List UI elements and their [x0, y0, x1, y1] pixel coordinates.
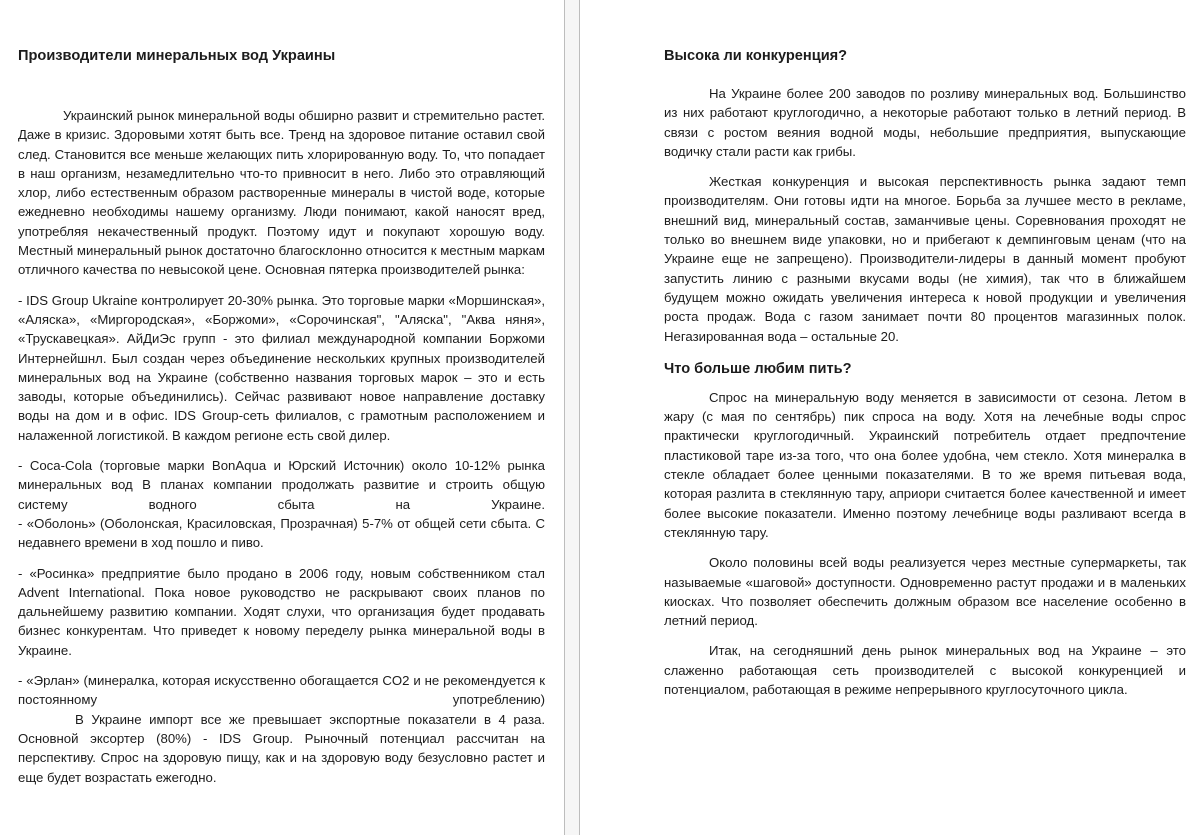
paragraph-competition-detail: Жесткая конкуренция и высокая перспективность рынка задают темп производителям. Они готовы идти на многое. Борьба за лучшее место в рекламе, внешний вид, минеральный состав, заманчивые цены. Соревнования проходят не только во внешнем виде упаковки, но и прибегают к демпинговым ценам (что на Украине еще не запрещено). Производители-лидеры в данный момент пробуют запустить линию с разными вкусами воды (не химия), так что в ближайшем будущем можно ожидать увеличения интереса к новой продукции и увеличения роста продаж. Вода с газом занимает почти 80 процентов магазинных полок. Негазированная вода – остальные 20.	[664, 174, 1186, 344]
paragraph-retail-channels: Около половины всей воды реализуется через местные супермаркеты, так называемые «шаговой» доступности. Одновременно растут продажи и в маленьких киосках. Что позволяет обеспечить должным образом все население особенно в летний период.	[664, 555, 1186, 629]
section-heading-competition: Высока ли конкуренция?	[664, 48, 848, 64]
document-title: Производители минеральных вод Украины	[18, 48, 336, 64]
producer-item-coca-cola: - Coca-Cola (торговые марки BonAqua и Юрский Источник) около 10-12% рынка минеральных вод В планах компании продолжать развитие и строить общую систему водного сбыта на Украине.	[18, 458, 545, 512]
paragraph-seasonal-demand: Спрос на минеральную воду меняется в зависимости от сезона. Летом в жару (с мая по сентябрь) пик спроса на воду. Хотя на лечебные воды спрос практически круглогодичный. Украинский потребитель отдает предпочтение пластиковой таре из-за того, что она более удобна, чем стекло. Хотя минералка в стекле обладает более ценными показателями. В то же время питьевая вода, которая разлита в стеклянную тару, априори считается более качественной и имеет более высокие показатели. Именно поэтому лечебнице воды разливают всегда в стеклянную тару.	[664, 389, 1186, 540]
page-gap	[565, 0, 579, 835]
page-left	[0, 0, 565, 835]
section-heading-preferences: Что больше любим пить?	[664, 360, 852, 377]
producer-item-erlan: - «Эрлан» (минералка, которая искусственно обогащается CO2 и не рекомендуется к постоянному употреблению)	[18, 673, 545, 708]
producer-item-obolon: - «Оболонь» (Оболонская, Красиловская, Прозрачная) 5-7% от общей сети сбыта. С недавнего времени в ход пошло и пиво.	[18, 515, 545, 551]
producer-item-ids-group: - IDS Group Ukraine контролирует 20-30% рынка. Это торговые марки «Моршинская», «Аляска», «Миргородская», «Боржоми», «Сорочинская", "Аляска", "Аква няня», «Трускавецкая». АйДиЭс групп - это филиал международной компании Боржоми Интернейшнл. Был создан через объединение нескольких крупных производителей минеральных вод на Украине (собственно названия торговых марок – это и есть заводы, которые объединились). Сейчас развивают новое направление доставку воды на дом и в офис. IDS Group-сеть филиалов, с грамотным расположением и налаженной логистикой. В каждом регионе есть свой дилер.	[18, 292, 545, 443]
import-export-paragraph: В Украине импорт все же превышает экспортные показатели в 4 раза. Основной эксортер (80%) - IDS Group. Рыночный потенциал рассчитан на перспективу. Спрос на здоровую пищу, как и на здоровую воду безусловно растет и еще будет возрастать ежегодно.	[18, 711, 545, 785]
paragraph-factories-count: На Украине более 200 заводов по розливу минеральных вод. Большинство из них работают круглогодично, а некоторые работают только в летний период. В связи с ростом веяния водной моды, небольшие предприятия, выпускающие водичку стали расти как грибы.	[664, 86, 1186, 159]
page-right	[579, 0, 1191, 835]
paragraph-conclusion: Итак, на сегодняшний день рынок минеральных вод на Украине – это слаженно работающая сеть производителей с высокой конкуренцией и потенциалом, работающая в режиме непрерывного круглосуточного цикла.	[664, 643, 1186, 698]
intro-paragraph: Украинский рынок минеральной воды обширно развит и стремительно растет. Даже в кризис. Здоровыми хотят быть все. Тренд на здоровое питание оставил свой след. Становится все меньше желающих пить хлорированную воду. То, что попадает в наш организм, незамедлительно что-то привносит в него. Либо это отравляющий хлор, либо естественным образом растворенные минералы в чистой воде, которые ежедневно необходимы нашему организму. Люди понимают, какой наносят вред, употребляя некачественный продукт. Поэтому идут и покупают хорошую воду. Местный минеральный рынок достаточно благосклонно относится к местным маркам отличного качества по невысокой цене. Основная пятерка производителей рынка:	[18, 108, 545, 278]
producer-item-rosinka: - «Росинка» предприятие было продано в 2006 году, новым собственником стал Advent International. Пока новое руководство не раскрывают своих планов по дальнейшему развитию компании. Ходят слухи, что организация будет продавать бизнес конкурентам. Что приведет к новому переделу рынка минеральной воды в Украине.	[18, 565, 545, 658]
